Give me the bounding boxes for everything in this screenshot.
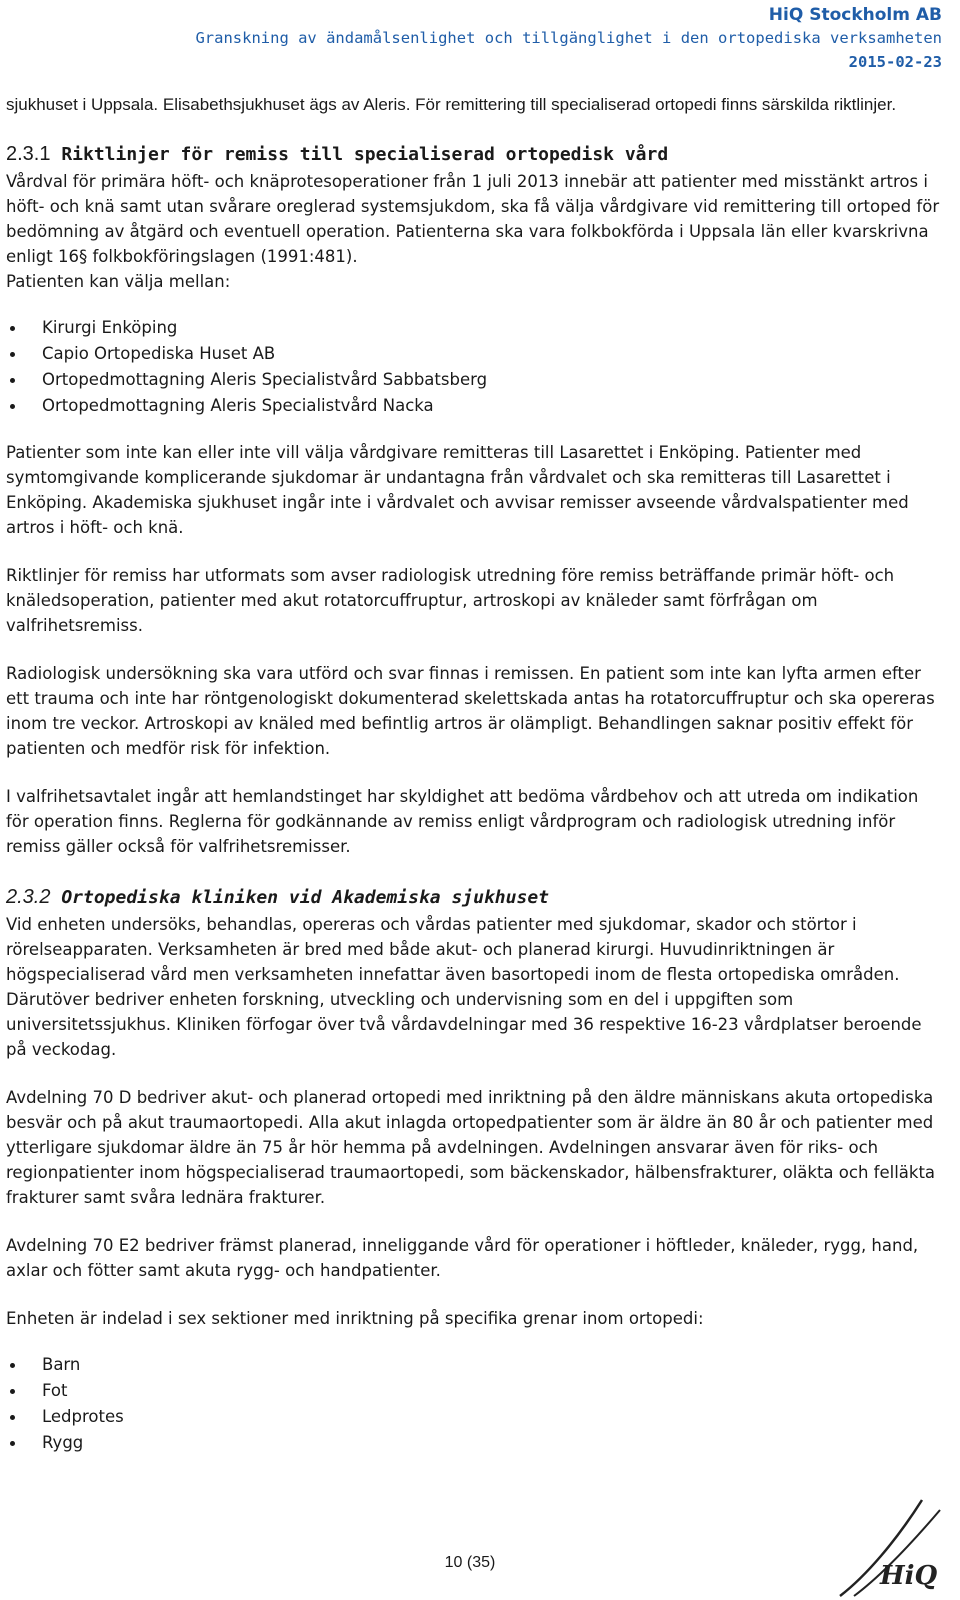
list-item: Ortopedmottagning Aleris Specialistvård Nacka [6,393,944,419]
paragraph: Vårdval för primära höft- och knäprotesoperationer från 1 juli 2013 innebär att patienter med misstänkt artros i höft- och knä samt utan svårare oreglerad systemsjukdom, ska få välja vårdgivare vid remittering till ortoped för bedömning av åtgärd och eventuell operation. Patienterna ska vara folkbokförda i Uppsala län eller kvarskrivna enligt 16§ folkbokföringslagen (1991:481). [6,172,940,266]
paragraph: Riktlinjer för remiss har utformats som avser radiologisk utredning före remiss beträffande primär höft- och knäledsoperation, patienter med akut rotatorcuffruptur, artroskopi av knäleder samt förfrågan om valfrihetsremiss. [6,566,895,635]
section-title: Ortopediska kliniken vid Akademiska sjukhuset [61,887,549,908]
paragraph: Vid enheten undersöks, behandlas, opereras och vårdas patienter med sjukdomar, skador och störtor i rörelseapparaten. Verksamheten är bred med både akut- och planerad kirurgi. Huvudinriktningen är högspecialiserad vård men verksamheten innefattar även basortopedi inom de flesta ortopediska områden. Därutöver bedriver enheten forskning, utveckling och undervisning som en del i uppgiften som universitetssjukhus. Kliniken förfogar över två vårdavdelningar med 36 respektive 16-23 vårdplatser beroende på veckodag. [6,915,922,1059]
list-item: Barn [6,1352,944,1378]
provider-list [6,315,944,419]
intro-paragraph: sjukhuset i Uppsala. Elisabethsjukhuset ägs av Aleris. För remittering till specialiserad ortopedi finns särskilda riktlinjer. [6,95,897,114]
paragraph: Avdelning 70 D bedriver akut- och planerad ortopedi med inriktning på den äldre människans akuta ortopediska besvär och på akut traumaortopedi. Alla akut inlagda ortopedpatienter som är äldre än 80 år och patienter med ytterligare sjukdomar äldre än 75 år hör hemma på avdelningen. Avdelningen ansvarar även för riks- och regionpatienter inom högspecialiserad traumaortopedi, som bäckenskador, hälbensfrakturer, oläkta och felläkta frakturer samt svåra lednära frakturer. [6,1088,936,1207]
hiq-logo-text: HiQ [880,1561,938,1591]
section-number: 2.3.2 [6,886,51,908]
list-item: Ledprotes [6,1404,944,1430]
section-number: 2.3.1 [6,143,51,165]
document-body [6,92,944,1477]
list-item: Capio Ortopediska Huset AB [6,341,944,367]
document-date: 2015-02-23 [848,53,942,71]
section-title: Riktlinjer för remiss till specialiserad ortopedisk vård [61,144,669,165]
paragraph: Radiologisk undersökning ska vara utförd och svar finnas i remissen. En patient som inte kan lyfta armen efter ett trauma och inte har röntgenologiskt dokumenterad skelettskada antas ha rotatorcuffruptur och ska opereras inom tre veckor. Artroskopi av knäled med befintlig artros är olämpligt. Behandlingen saknar positiv effekt för patienten och medför risk för infektion. [6,664,935,758]
page-header [195,4,942,74]
document-subtitle: Granskning av ändamålsenlighet och tillgänglighet i den ortopediska verksamheten [195,29,942,47]
paragraph: Patienter som inte kan eller inte vill välja vårdgivare remitteras till Lasarettet i Enköping. Patienter med symtomgivande komplicerande sjukdomar är undantagna från vårdvalet och ska remitteras till Lasarettet i Enköping. Akademiska sjukhuset ingår inte i vårdvalet och avvisar remisser avseende vårdvalspatienter med artros i höft- och knä. [6,443,909,537]
list-item: Kirurgi Enköping [6,315,944,341]
list-item: Fot [6,1378,944,1404]
page-number: 10 (35) [444,1554,496,1571]
hiq-logo-icon [836,1496,946,1600]
list-item: Ortopedmottagning Aleris Specialistvård Sabbatsberg [6,367,944,393]
paragraph: Avdelning 70 E2 bedriver främst planerad, inneliggande vård för operationer i höftleder, knäleder, rygg, hand, axlar och fötter samt akuta rygg- och handpatienter. [6,1236,919,1280]
paragraph: I valfrihetsavtalet ingår att hemlandstinget har skyldighet att bedöma vårdbehov och att utreda om indikation för operation finns. Reglerna för godkännande av remiss enligt vårdprogram och radiologisk utredning inför remiss gäller också för valfrihetsremisser. [6,787,919,856]
paragraph: Patienten kan välja mellan: [6,272,231,291]
list-item: Rygg [6,1430,944,1456]
section-heading-2-3-1 [6,140,944,169]
company-name: HiQ Stockholm AB [768,5,942,25]
section-heading-2-3-2 [6,883,944,912]
paragraph: Enheten är indelad i sex sektioner med inriktning på specifika grenar inom ortopedi: [6,1309,704,1328]
sections-list [6,1352,944,1456]
